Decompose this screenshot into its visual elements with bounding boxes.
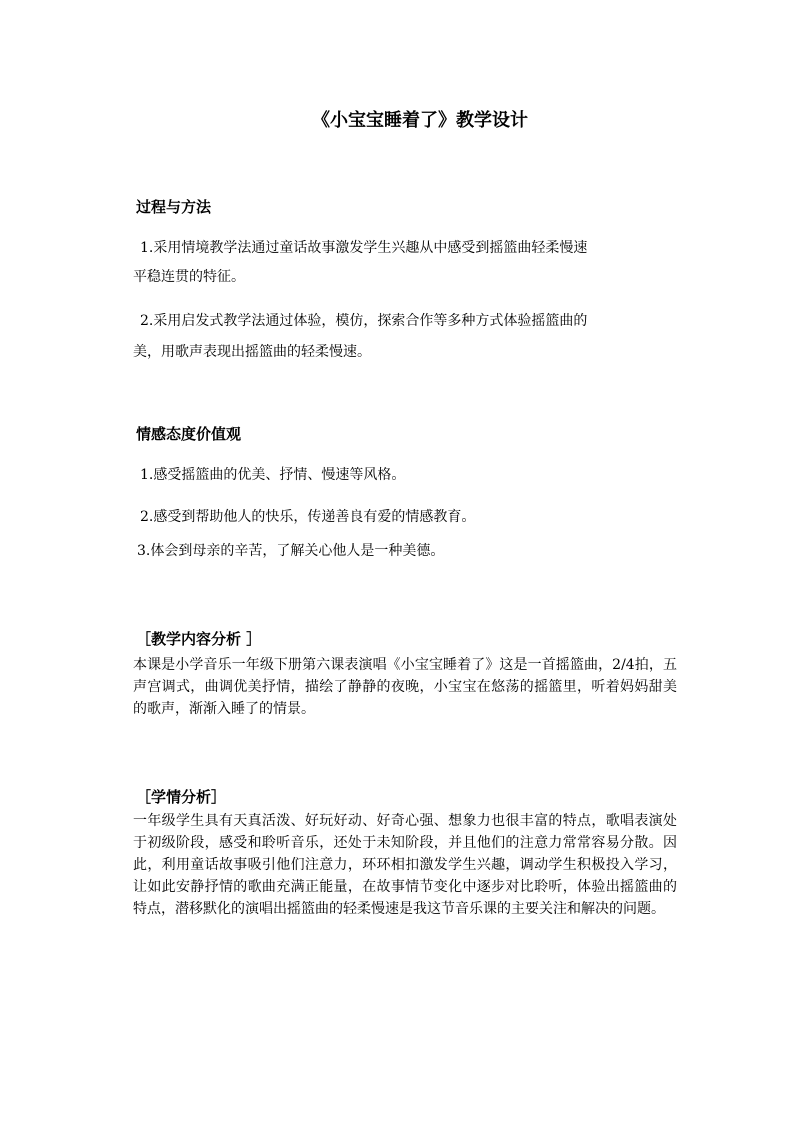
process-item-2-line-1: 2.采用启发式教学法通过体验，模仿，探索合作等多种方式体验摇篮曲的 [140,313,588,329]
emotion-item-2: 2.感受到帮助他人的快乐，传递善良有爱的情感教育。 [140,509,476,525]
process-item-2-line-2: 美，用歌声表现出摇篮曲的轻柔慢速。 [133,344,371,360]
student-analysis-heading: ［学情分析］ [136,788,227,806]
emotion-item-3: 3.体会到母亲的辛苦，了解关心他人是一种美德。 [137,543,445,559]
process-heading: 过程与方法 [136,198,212,216]
emotion-item-1: 1.感受摇篮曲的优美、抒情、慢速等风格。 [140,467,406,483]
content-analysis-heading: ［教学内容分析 ］ [136,630,262,648]
document-title: 《小宝宝睡着了》教学设计 [312,110,528,131]
content-analysis-body: 本课是小学音乐一年级下册第六课表演唱《小宝宝睡着了》这是一首摇篮曲，2/4拍，五声宫调式，曲调优美抒情，描绘了静静的夜晚，小宝宝在悠荡的摇篮里，听着妈妈甜美的歌声，渐渐入睡了的情景。 [133,657,677,717]
emotion-heading: 情感态度价值观 [136,425,242,443]
process-item-1-line-1: 1.采用情境教学法通过童话故事激发学生兴趣从中感受到摇篮曲轻柔慢速 [140,240,588,256]
process-item-1-line-2: 平稳连贯的特征。 [133,269,245,285]
student-analysis-body: 一年级学生具有天真活泼、好玩好动、好奇心强、想象力也很丰富的特点，歌唱表演处于初级阶段，感受和聆听音乐，还处于未知阶段，并且他们的注意力常常容易分散。因此，利用童话故事吸引他们注意力，环环相扣激发学生兴趣，调动学生积极投入学习，让如此安静抒情的歌曲充满正能量，在故事情节变化中逐步对比聆听，体验出摇篮曲的特点，潜移默化的演唱出摇篮曲的轻柔慢速是我这节音乐课的主要关注和解决的问题。 [133,813,677,917]
